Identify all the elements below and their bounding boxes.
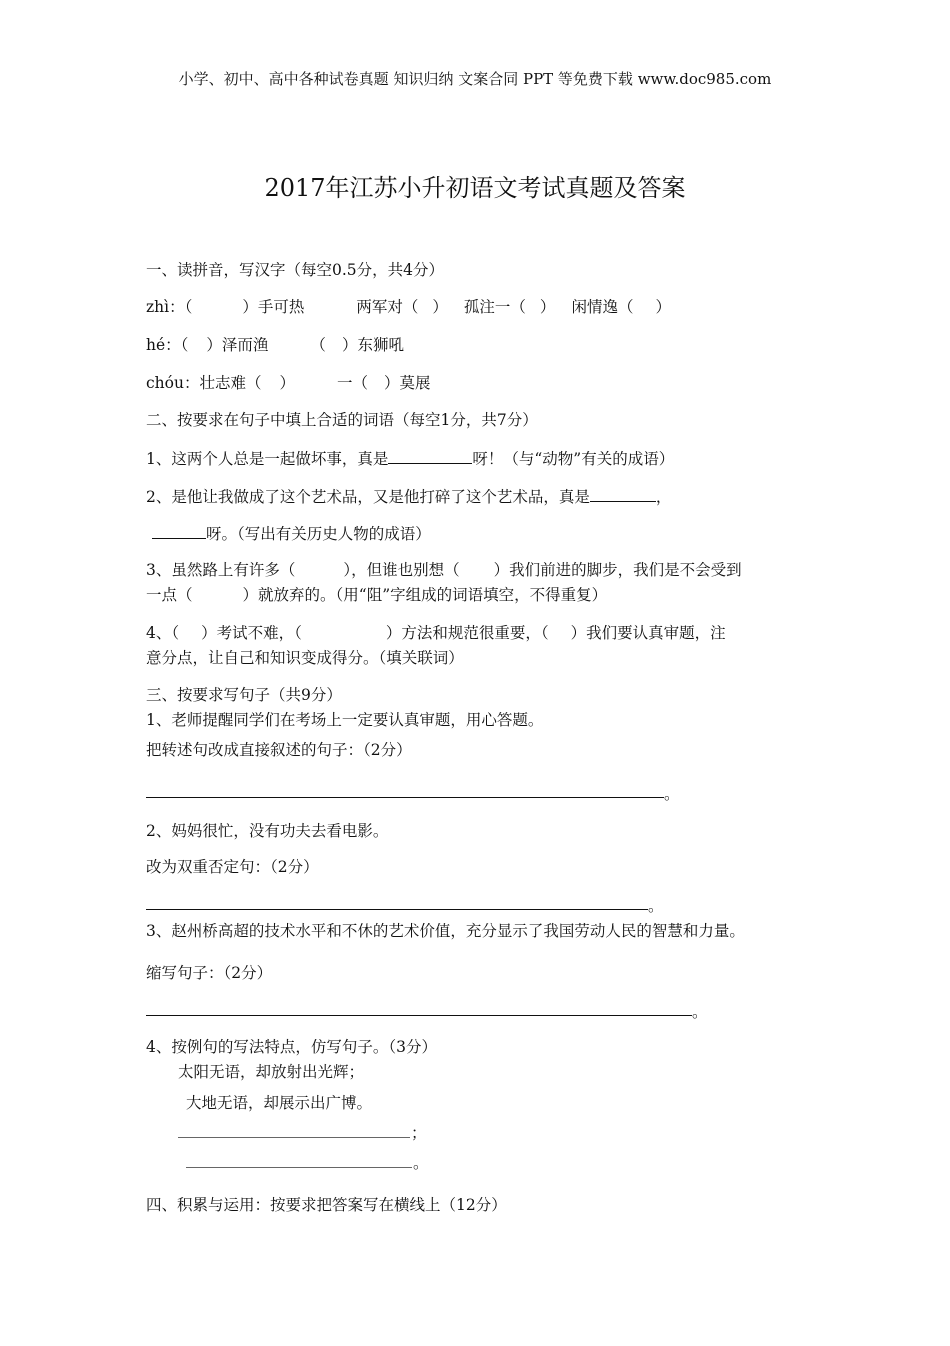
s3-q1-answer-line[interactable] bbox=[146, 797, 664, 798]
s2-q2-comma: ， bbox=[655, 488, 672, 506]
s3-question-4: 4、按例句的写法特点，仿写句子。（3分） bbox=[146, 1038, 437, 1056]
s2-question-2 bbox=[146, 485, 671, 508]
he-a: ）泽而渔 bbox=[206, 336, 269, 354]
s3-q4-period: 。 bbox=[413, 1154, 429, 1172]
s3-q1-requirement: 把转述句改成直接叙述的句子：（2分） bbox=[146, 741, 412, 759]
s2-question-4-cont: 意分点，让自己和知识变成得分。（填关联词） bbox=[146, 649, 464, 667]
s3-q3-answer-line[interactable] bbox=[146, 1015, 692, 1016]
s2-q1-text: 1、这两个人总是一起做坏事，真是 bbox=[146, 450, 389, 468]
s3-q2-period: 。 bbox=[648, 897, 664, 915]
s2-question-3-cont bbox=[146, 584, 607, 606]
s3-question-3: 3、赵州桥高超的技术水平和不休的艺术价值，充分显示了我国劳动人民的智慧和力量。 bbox=[146, 922, 745, 940]
he-b: （ bbox=[310, 336, 326, 354]
zhi-b-close: ） bbox=[432, 298, 448, 316]
s2-q3-text-d: 一点（ bbox=[146, 586, 193, 604]
s2-q4-text-c: ）方法和规范很重要，（ bbox=[385, 624, 549, 642]
s3-q3-period: 。 bbox=[692, 1003, 708, 1021]
s2-q4-text-b: ）考试不难，（ bbox=[201, 624, 302, 642]
page-header: 小学、初中、高中各种试卷真题 知识归纳 文案合同 PPT 等免费下载 www.doc985.com bbox=[178, 70, 772, 88]
s2-q2-hint: 呀。（写出有关历史人物的成语） bbox=[206, 525, 431, 543]
s2-q2-blank-1[interactable] bbox=[590, 485, 656, 502]
he-b-close: ）东狮吼 bbox=[341, 336, 404, 354]
s3-q2-requirement: 改为双重否定句：（2分） bbox=[146, 858, 319, 876]
s2-q3-text-b: ），但谁也别想（ bbox=[343, 561, 460, 579]
section-1-heading: 一、读拼音，写汉字（每空0.5分，共4分） bbox=[146, 261, 445, 279]
q-zhi-line bbox=[146, 296, 671, 318]
s2-q2-text: 2、是他让我做成了这个艺术品，又是他打碎了这个艺术品，真是 bbox=[146, 488, 590, 506]
s3-q3-requirement: 缩写句子：（2分） bbox=[146, 964, 273, 982]
s2-q3-text-a: 3、虽然路上有许多（ bbox=[146, 561, 296, 579]
s2-q2-blank-2[interactable] bbox=[152, 522, 206, 539]
section-3-heading: 三、按要求写句子（共9分） bbox=[146, 686, 342, 704]
s2-question-3 bbox=[146, 559, 742, 581]
zhi-c: 孤注一（ bbox=[463, 298, 526, 316]
s3-q4-semicolon: ； bbox=[411, 1124, 427, 1142]
q-he-line bbox=[146, 334, 404, 356]
page-title: 2017年江苏小升初语文考试真题及答案 bbox=[264, 174, 686, 202]
chou-a: ） bbox=[279, 374, 295, 392]
s3-q4-answer-line-2[interactable] bbox=[186, 1167, 412, 1168]
zhi-label: zhì：（ bbox=[146, 298, 193, 316]
zhi-d-close: ） bbox=[655, 298, 671, 316]
s3-example-1: 太阳无语，却放射出光辉； bbox=[178, 1063, 365, 1081]
zhi-a: ）手可热 bbox=[242, 298, 305, 316]
q-chou-line bbox=[146, 372, 431, 394]
chou-b-close: ）莫展 bbox=[384, 374, 431, 392]
s2-q4-text-a: 4、（ bbox=[146, 624, 180, 642]
zhi-c-close: ） bbox=[539, 298, 556, 316]
s2-question-2-cont bbox=[152, 522, 431, 545]
he-label: hé：（ bbox=[146, 336, 189, 354]
s2-q3-text-c: ）我们前进的脚步，我们是不会受到 bbox=[493, 561, 742, 579]
s3-question-2: 2、妈妈很忙，没有功夫去看电影。 bbox=[146, 822, 389, 840]
s2-q1-blank[interactable] bbox=[388, 447, 472, 464]
s2-question-4 bbox=[146, 622, 726, 644]
zhi-d: 闲情逸（ bbox=[571, 298, 634, 316]
section-4-heading: 四、积累与运用：按要求把答案写在横线上（12分） bbox=[146, 1196, 507, 1214]
s3-q1-period: 。 bbox=[664, 785, 680, 803]
s2-q3-text-e: ）就放弃的。（用“阻”字组成的词语填空，不得重复） bbox=[242, 586, 608, 604]
s3-q2-answer-line[interactable] bbox=[146, 909, 648, 910]
chou-b: 一（ bbox=[337, 374, 369, 392]
s3-q4-answer-line-1[interactable] bbox=[178, 1137, 410, 1138]
s2-question-1 bbox=[146, 447, 674, 470]
s3-example-2: 大地无语，却展示出广博。 bbox=[186, 1094, 373, 1112]
section-2-heading: 二、按要求在句子中填上合适的词语（每空1分，共7分） bbox=[146, 411, 538, 429]
s3-question-1: 1、老师提醒同学们在考场上一定要认真审题，用心答题。 bbox=[146, 711, 544, 729]
s2-q4-text-d: ）我们要认真审题，注 bbox=[570, 624, 726, 642]
chou-label: chóu：壮志难（ bbox=[146, 374, 262, 392]
zhi-b: 两军对（ bbox=[356, 298, 419, 316]
s2-q1-hint: 呀！（与“动物”有关的成语） bbox=[472, 450, 675, 468]
